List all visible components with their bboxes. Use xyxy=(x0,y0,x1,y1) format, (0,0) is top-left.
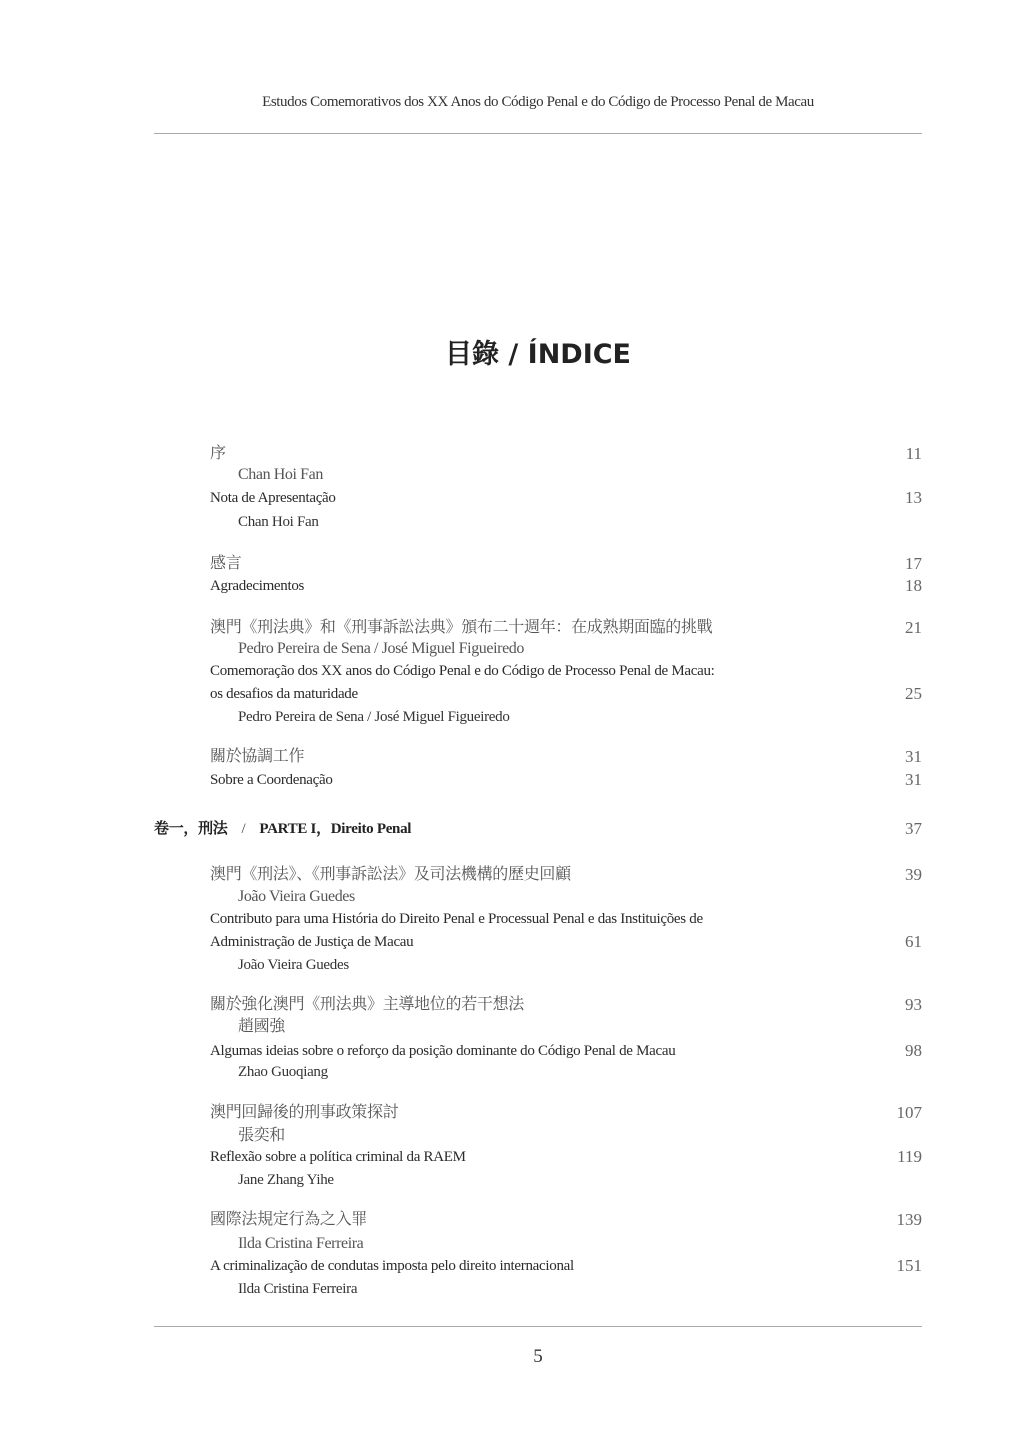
entry-author xyxy=(238,1125,922,1147)
entry-author xyxy=(238,638,922,660)
entry-title: Administração de Justiça de Macau xyxy=(210,934,414,950)
entry-title: Reflexão sobre a política criminal da RAEM xyxy=(210,1149,466,1165)
entry-page-number: 18 xyxy=(905,576,922,595)
author-name: Pedro Pereira de Sena / José Miguel Figueiredo xyxy=(238,709,510,725)
entry-title: 關於強化澳門《刑法典》主導地位的若干想法 xyxy=(210,996,525,1013)
author-name: 趙國強 xyxy=(238,1018,285,1035)
page-title: 目錄 / ÍNDICE xyxy=(444,339,632,370)
entry-page-number: 61 xyxy=(905,932,922,951)
toc-entry[interactable] xyxy=(210,769,922,791)
toc-entry[interactable] xyxy=(210,908,922,930)
part-heading[interactable] xyxy=(154,818,922,840)
entry-title: Comemoração dos XX anos do Código Penal e do Código de Processo Penal de Macau: xyxy=(210,663,715,679)
entry-author xyxy=(238,954,922,976)
running-header: Estudos Comemorativos dos XX Anos do Código Penal e do Código de Processo Penal de Macau xyxy=(262,94,814,110)
toc-entry[interactable] xyxy=(210,575,922,597)
entry-author xyxy=(238,511,922,533)
part-title-separator: / xyxy=(241,821,246,837)
entry-title: 關於協調工作 xyxy=(210,748,305,765)
toc-entry[interactable] xyxy=(210,994,922,1016)
entry-author xyxy=(238,1278,922,1300)
toc-entry[interactable] xyxy=(210,553,922,575)
toc-entry[interactable] xyxy=(210,746,922,768)
author-name: João Vieira Guedes xyxy=(238,957,349,973)
entry-title: 感言 xyxy=(210,555,242,572)
entry-title: Nota de Apresentação xyxy=(210,490,336,506)
entry-page-number: 119 xyxy=(897,1147,922,1166)
footer-rule xyxy=(154,1326,922,1327)
entry-page-number: 21 xyxy=(905,618,922,637)
entry-page-number: 13 xyxy=(905,488,922,507)
toc-entry[interactable] xyxy=(210,617,922,639)
toc-entry[interactable] xyxy=(210,1146,922,1168)
entry-title: 序 xyxy=(210,445,226,462)
entry-page-number: 39 xyxy=(905,865,922,884)
author-name: Ilda Cristina Ferreira xyxy=(238,1235,364,1252)
entry-title: A criminalização de condutas imposta pelo direito internacional xyxy=(210,1258,574,1274)
part-title-zh: 卷一，刑法 xyxy=(154,821,228,837)
author-name: Jane Zhang Yihe xyxy=(238,1172,334,1188)
entry-author xyxy=(238,1169,922,1191)
toc-entry[interactable] xyxy=(210,1040,922,1062)
entry-page-number: 151 xyxy=(896,1256,922,1275)
entry-page-number: 25 xyxy=(905,684,922,703)
toc-entry[interactable] xyxy=(210,1255,922,1277)
toc-entry-continued[interactable] xyxy=(210,683,922,705)
entry-author xyxy=(238,1233,922,1255)
entry-page-number: 93 xyxy=(905,995,922,1014)
entry-page-number: 11 xyxy=(905,444,922,463)
toc-entry[interactable] xyxy=(210,1209,922,1231)
author-name: Ilda Cristina Ferreira xyxy=(238,1281,358,1297)
author-name: Chan Hoi Fan xyxy=(238,514,319,530)
entry-title: 澳門回歸後的刑事政策探討 xyxy=(210,1104,399,1121)
toc-entry[interactable] xyxy=(210,1102,922,1124)
entry-author xyxy=(238,886,922,908)
entry-author xyxy=(238,464,922,486)
toc-entry-continued[interactable] xyxy=(210,931,922,953)
entry-page-number: 139 xyxy=(896,1210,922,1229)
toc-entry[interactable] xyxy=(210,660,922,682)
entry-page-number: 98 xyxy=(905,1041,922,1060)
author-name: Chan Hoi Fan xyxy=(238,466,323,483)
entry-page-number: 31 xyxy=(905,770,922,789)
entry-title: Agradecimentos xyxy=(210,578,305,594)
entry-title: 國際法規定行為之入罪 xyxy=(210,1211,368,1228)
entry-page-number: 17 xyxy=(905,554,922,573)
author-name: 張奕和 xyxy=(238,1127,285,1144)
part-title-pt: PARTE I，Direito Penal xyxy=(259,821,412,837)
entry-author xyxy=(238,706,922,728)
entry-page-number: 107 xyxy=(896,1103,922,1122)
entry-title: 澳門《刑法典》和《刑事訴訟法典》頒布二十週年：在成熟期面臨的挑戰 xyxy=(210,619,713,636)
entry-title: Contributo para uma História do Direito Penal e Processual Penal e das Instituições de xyxy=(210,911,703,927)
page-number: 5 xyxy=(533,1346,543,1367)
entry-author xyxy=(238,1016,922,1038)
author-name: Zhao Guoqiang xyxy=(238,1064,328,1080)
author-name: Pedro Pereira de Sena / José Miguel Figueiredo xyxy=(238,640,524,657)
entry-title: Algumas ideias sobre o reforço da posição dominante do Código Penal de Macau xyxy=(210,1043,676,1059)
entry-title: 澳門《刑法》、《刑事訴訟法》及司法機構的歷史回顧 xyxy=(210,866,571,883)
toc-entry[interactable] xyxy=(210,443,922,465)
entry-author xyxy=(238,1061,922,1083)
toc-entry[interactable] xyxy=(210,487,922,509)
entry-page-number: 31 xyxy=(905,747,922,766)
part-page-number: 37 xyxy=(905,819,922,838)
author-name: João Vieira Guedes xyxy=(238,888,355,905)
toc-entry[interactable] xyxy=(210,864,922,886)
entry-title: os desafios da maturidade xyxy=(210,686,358,702)
entry-title: Sobre a Coordenação xyxy=(210,772,333,788)
